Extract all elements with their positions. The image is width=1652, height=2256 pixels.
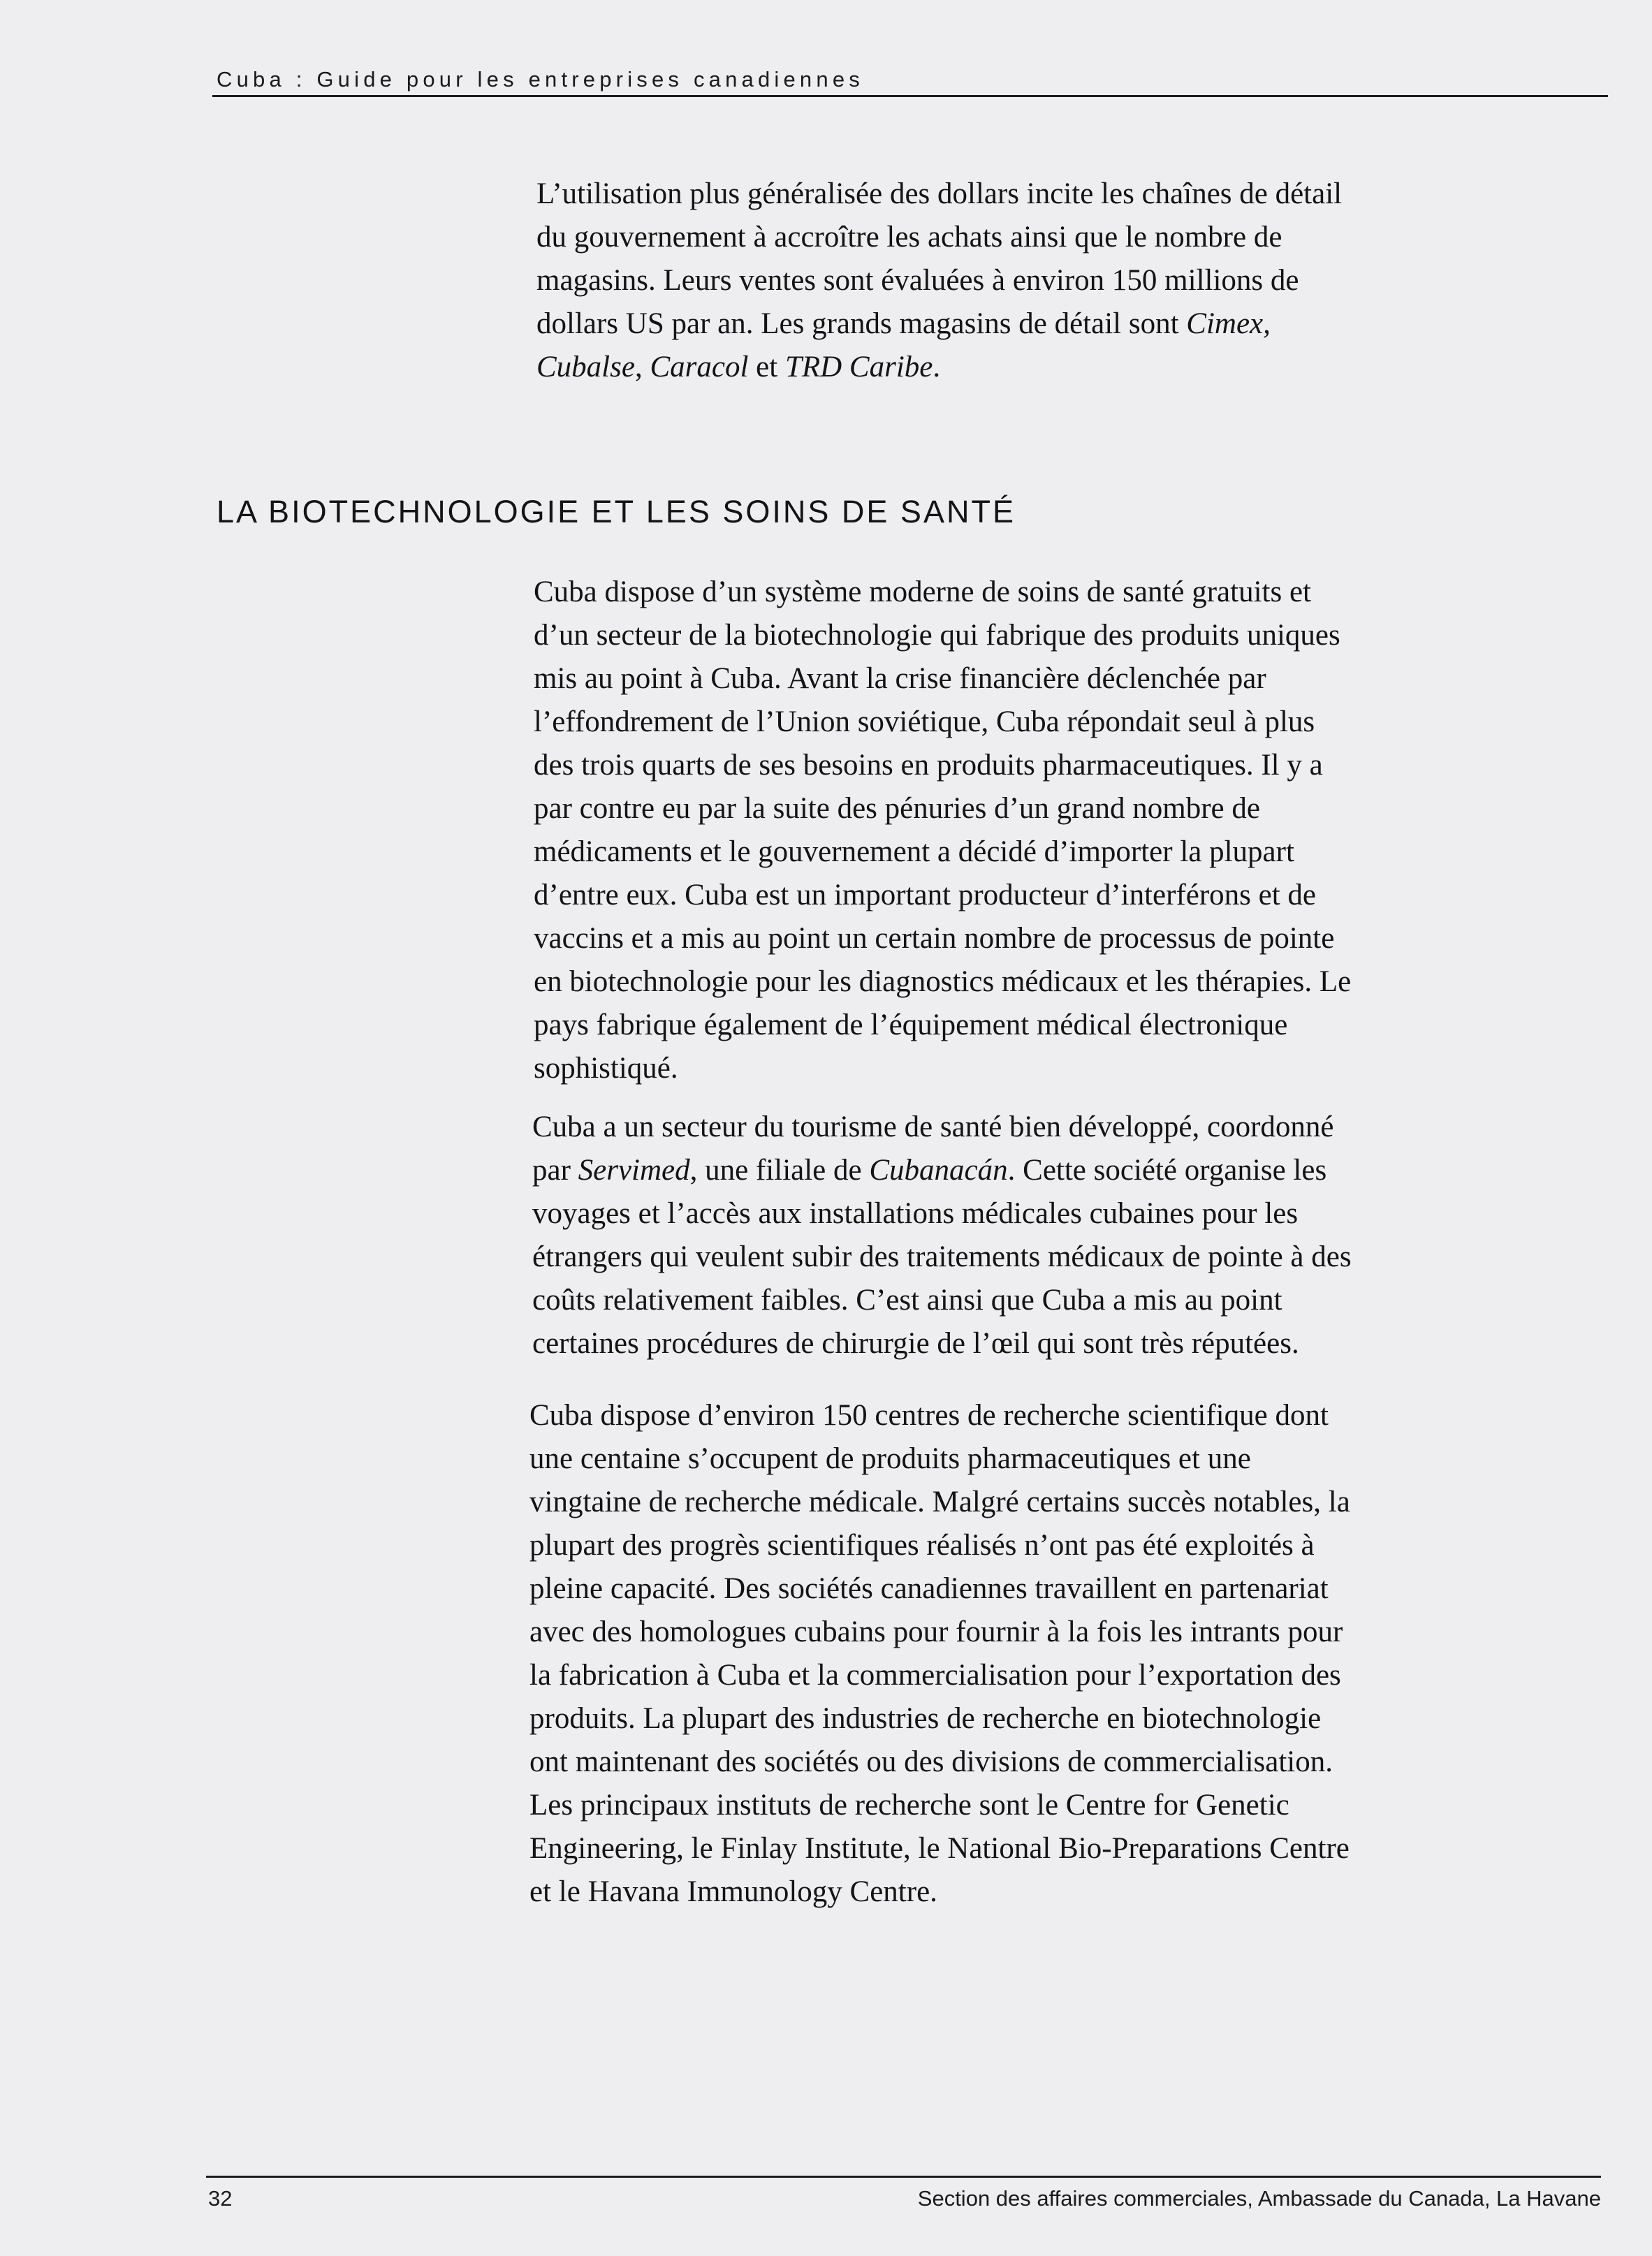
company-name-cubanacan: Cubanacán — [869, 1154, 1008, 1187]
store-name-cimex: Cimex, — [1186, 307, 1271, 340]
sentence-end: . — [933, 351, 941, 383]
page-number: 32 — [208, 2186, 233, 2211]
section-heading: LA BIOTECHNOLOGIE ET LES SOINS DE SANTÉ — [217, 494, 1016, 529]
paragraph-retail — [536, 173, 1514, 389]
paragraph-health-tourism — [532, 1106, 1510, 1365]
paragraph-research-centres: Cuba dispose d’environ 150 centres de recherche scientifique dont une centaine s’occupent de produits pharmaceutiques et une vingtaine de recherche médicale. Malgré certains succès notables, la plupart des progrès scientifiques réalisés n’ont pas été exploités à pleine capacité. Des sociétés canadiennes travaillent en partenariat avec des homologues cubains pour fournir à la fois les intrants pour la fabrication à Cuba et la commercialisation pour l’exportation des produits. La plupart des industries de recherche en biotechnologie ont maintenant des sociétés ou des divisions de commercialisation. Les principaux instituts de recherche sont le Centre for Genetic Engineering, le Finlay Institute, le National Bio-Preparations Centre et le Havana Immunology Centre. — [529, 1399, 1350, 1908]
store-name-trd-caribe: TRD Caribe — [784, 351, 933, 383]
paragraph-health-system: Cuba dispose d’un système moderne de soins de santé gratuits et d’un secteur de la biotechnologie qui fabrique des produits uniques mis au point à Cuba. Avant la crise financière déclenchée par l’effondrement de l’Union soviétique, Cuba répondait seul à plus des trois quarts de ses besoins en produits pharmaceutiques. Il y a par contre eu par la suite des pénuries d’un grand nombre de médicaments et le gouvernement a décidé d’importer la plupart d’entre eux. Cuba est un important producteur d’interférons et de vaccins et a mis au point un certain nombre de processus de pointe en biotechnologie pour les diagnostics médicaux et les thérapies. Le pays fabrique également de l’équipement médical électronique sophistiqué. — [534, 576, 1352, 1085]
footer-rule — [206, 2176, 1601, 2178]
store-name-cubalse: Cubalse — [536, 351, 635, 383]
store-name-caracol: Caracol — [650, 351, 749, 383]
separator-comma: , — [634, 351, 650, 383]
paragraph-health-tourism-text-1: Cuba a un secteur du tourisme de santé bien développé, coordonné par — [532, 1111, 1334, 1187]
running-header: Cuba : Guide pour les entreprises canadiennes — [217, 67, 864, 91]
header-rule — [212, 95, 1608, 97]
company-name-servimed: Servimed — [578, 1154, 690, 1187]
paragraph-retail-text: L’utilisation plus généralisée des dollars incite les chaînes de détail du gouvernement à accroître les achats ainsi que le nombre de magasins. Leurs ventes sont évaluées à environ 150 millions de dollars US par an. Les grands magasins de détail sont — [536, 177, 1343, 340]
paragraph-health-tourism-text-2: , une filiale de — [689, 1154, 870, 1187]
footer-source-line: Section des affaires commerciales, Ambassade du Canada, La Havane — [917, 2186, 1601, 2211]
paragraph-health-tourism-text-3: . Cette société organise les voyages et l’accès aux installations médicales cubaines pour les étrangers qui veulent subir des traitements médicaux de pointe à des coûts relativement faibles. C’est ainsi que Cuba a mis au point certaines procédures de chirurgie de l’œil qui sont très réputées. — [532, 1154, 1352, 1360]
separator-et: et — [748, 351, 785, 383]
